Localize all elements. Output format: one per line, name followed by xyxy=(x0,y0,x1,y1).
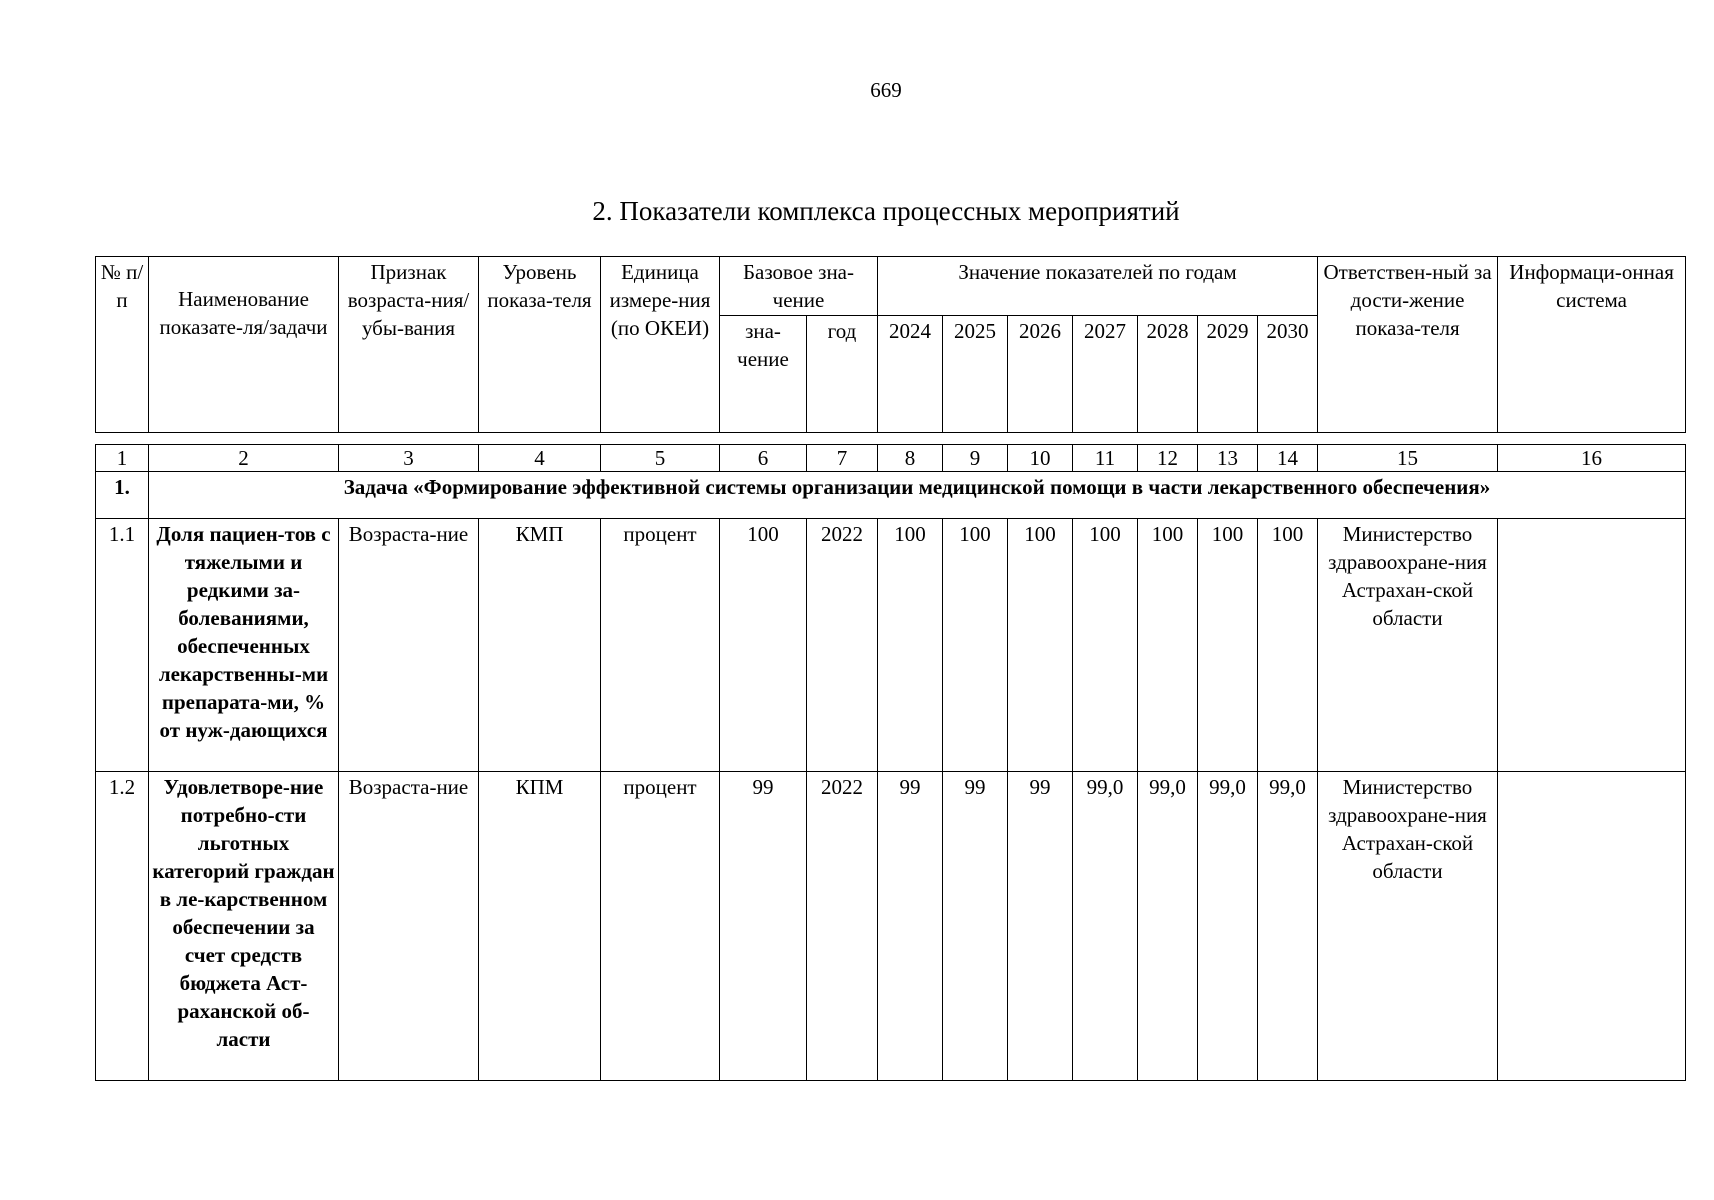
indicator-level: КПМ xyxy=(479,772,601,1081)
task-num: 1. xyxy=(96,472,149,519)
task-row xyxy=(96,472,1686,519)
info-system xyxy=(1498,519,1686,772)
indicator-name: Удовлетворе-ние потребно-сти льготных категорий граждан в ле-карственном обеспечении за счет средств бюджета Аст-раханской об-ласти xyxy=(149,772,339,1081)
header-year: 2029 xyxy=(1198,316,1258,433)
header-num: № п/п xyxy=(96,257,149,433)
task-text: Задача «Формирование эффективной системы организации медицинской помощи в части лекарственного обеспечения» xyxy=(149,472,1686,519)
section-title: 2. Показатели комплекса процессных мероприятий xyxy=(592,196,1180,226)
header-base: Базовое зна-чение xyxy=(720,257,878,316)
header-table xyxy=(95,256,1686,433)
table-row xyxy=(96,772,1686,1081)
year-value: 99 xyxy=(878,772,943,1081)
column-number: 1 xyxy=(96,445,149,472)
base-year: 2022 xyxy=(807,519,878,772)
header-year: 2024 xyxy=(878,316,943,433)
responsible: Министерство здравоохране-ния Астрахан-ской области xyxy=(1318,519,1498,772)
indicator-level: КМП xyxy=(479,519,601,772)
base-value: 99 xyxy=(720,772,807,1081)
column-number: 12 xyxy=(1138,445,1198,472)
column-number: 5 xyxy=(601,445,720,472)
column-number: 7 xyxy=(807,445,878,472)
header-year: 2026 xyxy=(1008,316,1073,433)
column-number: 3 xyxy=(339,445,479,472)
year-value: 100 xyxy=(1138,519,1198,772)
column-number: 14 xyxy=(1258,445,1318,472)
responsible: Министерство здравоохране-ния Астрахан-ской области xyxy=(1318,772,1498,1081)
column-number: 16 xyxy=(1498,445,1686,472)
column-number: 9 xyxy=(943,445,1008,472)
year-value: 99 xyxy=(943,772,1008,1081)
base-value: 100 xyxy=(720,519,807,772)
header-responsible: Ответствен-ный за дости-жение показа-теля xyxy=(1318,257,1498,433)
year-value: 99,0 xyxy=(1198,772,1258,1081)
header-year: 2028 xyxy=(1138,316,1198,433)
base-year: 2022 xyxy=(807,772,878,1081)
header-unit: Единица измере-ния (по ОКЕИ) xyxy=(601,257,720,433)
year-value: 100 xyxy=(1258,519,1318,772)
year-value: 99,0 xyxy=(1258,772,1318,1081)
column-number: 11 xyxy=(1073,445,1138,472)
header-year: 2027 xyxy=(1073,316,1138,433)
column-number: 15 xyxy=(1318,445,1498,472)
column-number: 13 xyxy=(1198,445,1258,472)
header-year: 2030 xyxy=(1258,316,1318,433)
header-info-system: Информаци-онная система xyxy=(1498,257,1686,433)
column-number: 8 xyxy=(878,445,943,472)
table-row xyxy=(96,519,1686,772)
header-sign: Признак возраста-ния/ убы-вания xyxy=(339,257,479,433)
header-year: 2025 xyxy=(943,316,1008,433)
year-value: 100 xyxy=(1198,519,1258,772)
year-value: 100 xyxy=(1008,519,1073,772)
indicator-unit: процент xyxy=(601,772,720,1081)
indicator-name: Доля пациен-тов с тяжелыми и редкими за-болеваниями, обеспеченных лекарственны-ми препарата-ми, % от нуж-дающихся xyxy=(149,519,339,772)
header-base-value: зна-чение xyxy=(720,316,807,433)
row-num: 1.1 xyxy=(96,519,149,772)
column-number: 6 xyxy=(720,445,807,472)
column-number: 2 xyxy=(149,445,339,472)
indicators-table xyxy=(95,444,1686,1081)
row-num: 1.2 xyxy=(96,772,149,1081)
info-system xyxy=(1498,772,1686,1081)
year-value: 99 xyxy=(1008,772,1073,1081)
indicator-sign: Возраста-ние xyxy=(339,519,479,772)
column-number: 4 xyxy=(479,445,601,472)
header-name: Наименование показате-ля/задачи xyxy=(149,257,339,433)
year-value: 100 xyxy=(943,519,1008,772)
indicator-unit: процент xyxy=(601,519,720,772)
indicator-sign: Возраста-ние xyxy=(339,772,479,1081)
page-number: 669 xyxy=(870,78,902,102)
year-value: 100 xyxy=(878,519,943,772)
column-number: 10 xyxy=(1008,445,1073,472)
year-value: 99,0 xyxy=(1073,772,1138,1081)
header-base-year: год xyxy=(807,316,878,433)
header-level: Уровень показа-теля xyxy=(479,257,601,433)
year-value: 99,0 xyxy=(1138,772,1198,1081)
column-numbers-row xyxy=(96,445,1686,472)
header-years-group: Значение показателей по годам xyxy=(878,257,1318,316)
year-value: 100 xyxy=(1073,519,1138,772)
